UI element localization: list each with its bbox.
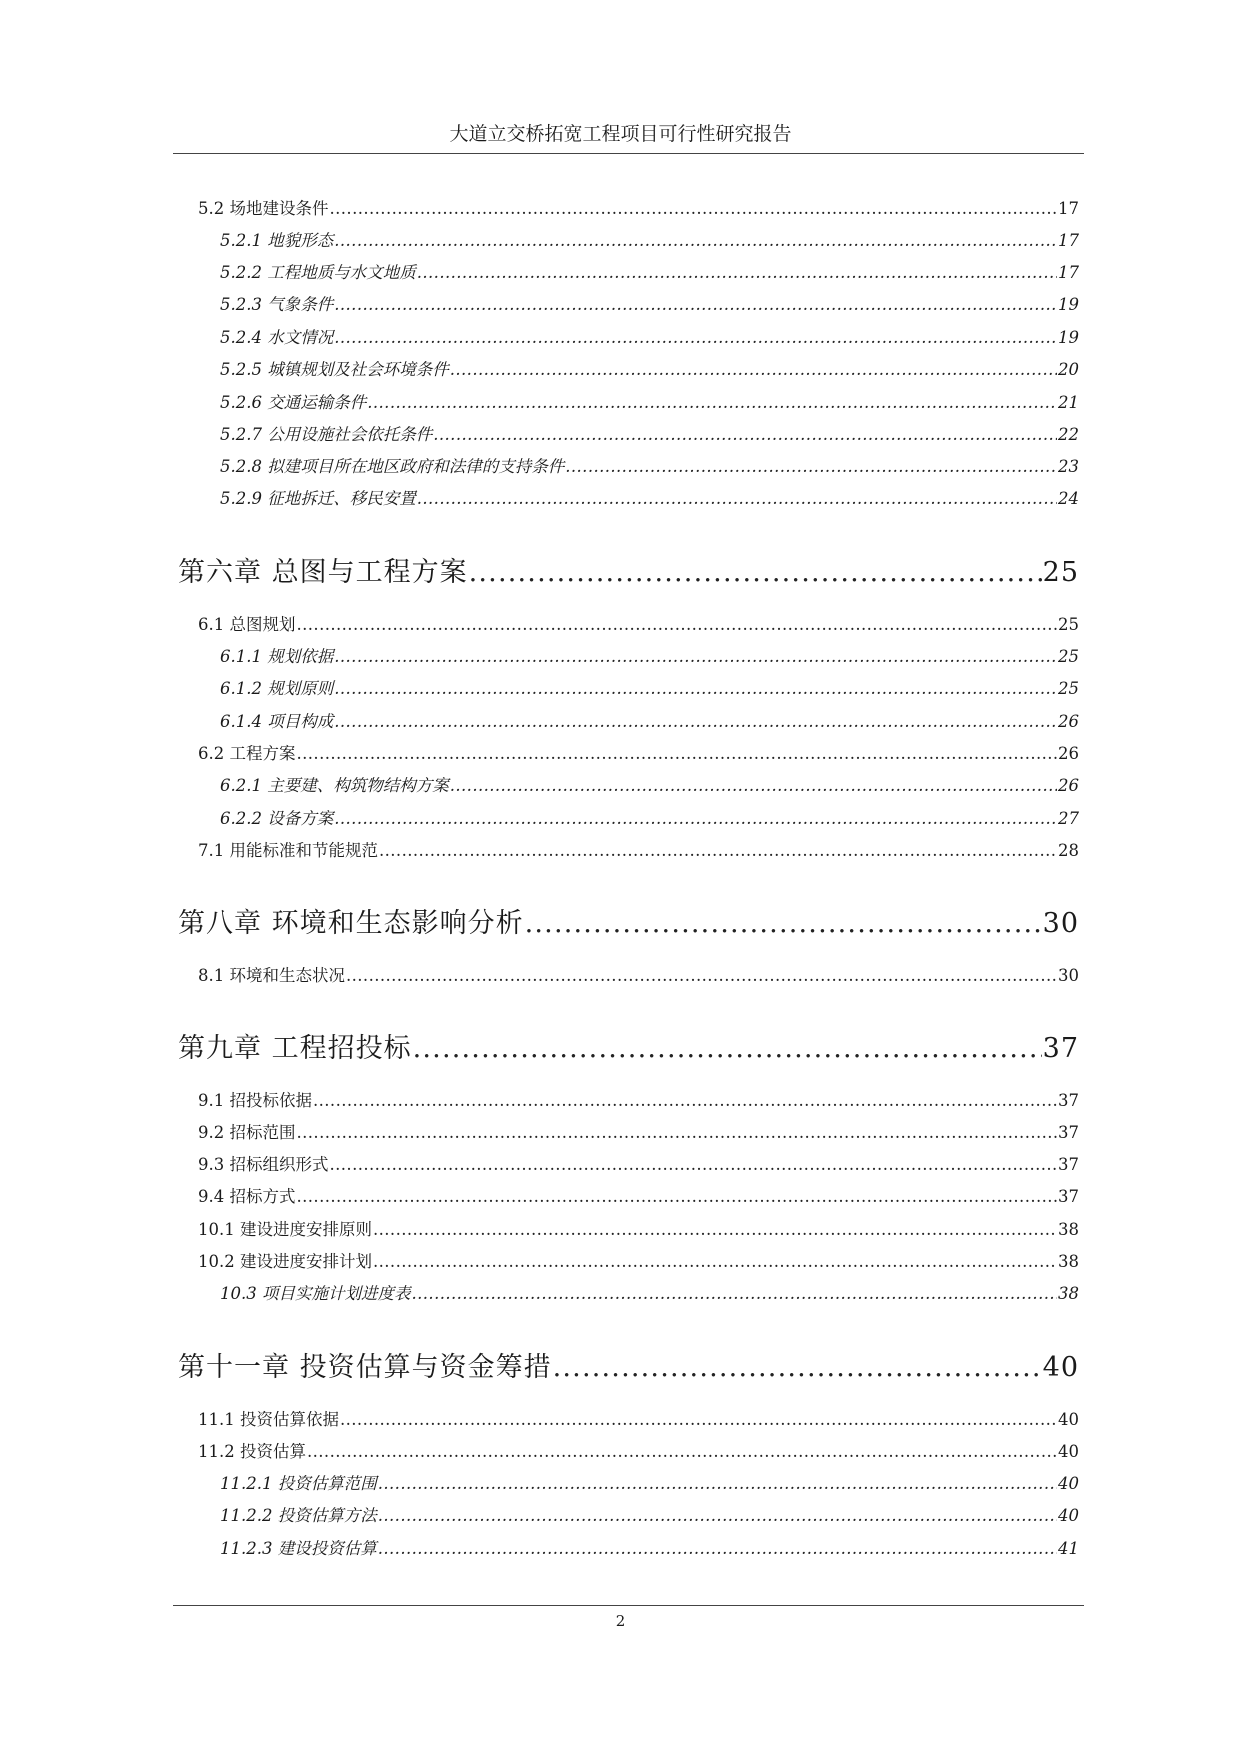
toc-entry-page: 26	[1058, 776, 1079, 795]
toc-entry-label: 9.3 招标组织形式	[198, 1155, 329, 1174]
toc-entry-page: 38	[1058, 1220, 1079, 1239]
toc-entry[interactable]	[220, 453, 1079, 475]
toc-entry-label: 11.2.1 投资估算范围	[220, 1474, 377, 1493]
toc-leader-dots	[297, 615, 1058, 634]
toc-entry[interactable]	[220, 356, 1079, 378]
toc-leader-dots	[378, 1474, 1057, 1493]
toc-leader-dots	[565, 457, 1057, 476]
toc-entry[interactable]	[220, 708, 1079, 730]
toc-leader-dots	[330, 1155, 1058, 1174]
toc-entry[interactable]	[220, 805, 1079, 827]
toc-entry-page: 17	[1058, 263, 1079, 282]
toc-entry[interactable]	[220, 259, 1079, 281]
toc-entry[interactable]	[220, 1535, 1079, 1557]
toc-entry-page: 40	[1058, 1474, 1079, 1493]
toc-entry-page: 37	[1058, 1187, 1079, 1206]
toc-leader-dots	[367, 393, 1057, 412]
toc-entry[interactable]	[198, 1406, 1079, 1428]
toc-entry-label: 10.2 建设进度安排计划	[198, 1252, 372, 1271]
toc-entry[interactable]	[220, 291, 1079, 313]
toc-leader-dots	[373, 1220, 1057, 1239]
toc-entry-page: 23	[1058, 457, 1079, 476]
toc-entry-label: 8.1 环境和生态状况	[198, 966, 345, 985]
toc-chapter-entry[interactable]	[178, 1345, 1079, 1381]
toc-entry-label: 6.1.4 项目构成	[220, 712, 334, 731]
toc-entry-label: 11.2 投资估算	[198, 1442, 306, 1461]
toc-leader-dots	[413, 1033, 1042, 1064]
toc-leader-dots	[330, 199, 1058, 218]
document-header-title: 大道立交桥拓宽工程项目可行性研究报告	[449, 123, 792, 145]
toc-leader-dots	[378, 1506, 1057, 1525]
toc-entry[interactable]	[198, 962, 1079, 984]
toc-leader-dots	[450, 776, 1057, 795]
toc-entry-label: 10.1 建设进度安排原则	[198, 1220, 372, 1239]
toc-entry-label: 7.1 用能标准和节能规范	[198, 841, 378, 860]
toc-entry-label: 5.2.9 征地拆迁、移民安置	[220, 489, 416, 508]
toc-entry-page: 26	[1058, 744, 1079, 763]
toc-entry-page: 19	[1058, 328, 1079, 347]
toc-chapter-page: 25	[1042, 557, 1079, 588]
toc-entry[interactable]	[220, 227, 1079, 249]
toc-entry[interactable]	[198, 195, 1079, 217]
toc-entry[interactable]	[198, 1087, 1079, 1109]
toc-entry-label: 6.1 总图规划	[198, 615, 296, 634]
toc-leader-dots	[373, 1252, 1057, 1271]
toc-entry[interactable]	[220, 389, 1079, 411]
toc-entry[interactable]	[198, 837, 1079, 859]
toc-entry-label: 5.2.7 公用设施社会依托条件	[220, 425, 433, 444]
toc-entry-label: 5.2.8 拟建项目所在地区政府和法律的支持条件	[220, 457, 565, 476]
toc-entry-page: 37	[1058, 1091, 1079, 1110]
toc-entry-page: 38	[1058, 1284, 1079, 1303]
toc-leader-dots	[297, 744, 1058, 763]
toc-chapter-label: 第六章 总图与工程方案	[178, 557, 468, 588]
toc-entry[interactable]	[198, 611, 1079, 633]
toc-entry-label: 5.2.6 交通运输条件	[220, 393, 367, 412]
toc-entry[interactable]	[198, 1183, 1079, 1205]
toc-entry[interactable]	[220, 485, 1079, 507]
toc-entry-label: 5.2.1 地貌形态	[220, 231, 334, 250]
toc-entry-page: 17	[1058, 199, 1079, 218]
page-number: 2	[615, 1612, 626, 1630]
toc-entry-page: 28	[1058, 841, 1079, 860]
toc-entry-label: 5.2.5 城镇规划及社会环境条件	[220, 360, 449, 379]
toc-entry-label: 6.1.2 规划原则	[220, 679, 334, 698]
toc-chapter-label: 第九章 工程招投标	[178, 1033, 412, 1064]
toc-chapter-label: 第八章 环境和生态影响分析	[178, 908, 524, 939]
toc-entry-page: 40	[1058, 1506, 1079, 1525]
toc-entry[interactable]	[220, 324, 1079, 346]
toc-entry[interactable]	[220, 1470, 1079, 1492]
toc-entry-page: 20	[1058, 360, 1079, 379]
toc-entry[interactable]	[220, 1280, 1079, 1302]
toc-entry-page: 37	[1058, 1155, 1079, 1174]
toc-entry[interactable]	[220, 675, 1079, 697]
toc-entry-label: 5.2.4 水文情况	[220, 328, 334, 347]
toc-entry-page: 40	[1058, 1410, 1079, 1429]
toc-leader-dots	[525, 908, 1042, 939]
toc-entry[interactable]	[198, 1119, 1079, 1141]
toc-leader-dots	[411, 1284, 1057, 1303]
toc-entry-label: 9.4 招标方式	[198, 1187, 296, 1206]
toc-chapter-entry[interactable]	[178, 901, 1079, 937]
toc-leader-dots	[340, 1410, 1057, 1429]
toc-leader-dots	[334, 712, 1057, 731]
toc-entry-label: 9.2 招标范围	[198, 1123, 296, 1142]
toc-entry-label: 11.2.3 建设投资估算	[220, 1539, 377, 1558]
toc-entry-label: 9.1 招投标依据	[198, 1091, 312, 1110]
toc-leader-dots	[417, 489, 1057, 508]
toc-entry-label: 6.2.1 主要建、构筑物结构方案	[220, 776, 449, 795]
toc-leader-dots	[297, 1187, 1058, 1206]
header-rule	[173, 153, 1084, 154]
footer-rule	[173, 1605, 1084, 1606]
toc-entry-page: 37	[1058, 1123, 1079, 1142]
toc-entry[interactable]	[220, 1502, 1079, 1524]
toc-entry-label: 11.1 投资估算依据	[198, 1410, 339, 1429]
toc-entry-page: 30	[1058, 966, 1079, 985]
toc-leader-dots	[450, 360, 1057, 379]
toc-entry[interactable]	[220, 643, 1079, 665]
toc-entry[interactable]	[198, 1248, 1079, 1270]
toc-entry-label: 6.2 工程方案	[198, 744, 296, 763]
toc-entry[interactable]	[198, 1438, 1079, 1460]
toc-leader-dots	[334, 679, 1057, 698]
toc-chapter-page: 40	[1042, 1352, 1079, 1383]
toc-entry-page: 26	[1058, 712, 1079, 731]
toc-entry-page: 40	[1058, 1442, 1079, 1461]
toc-entry-label: 6.1.1 规划依据	[220, 647, 334, 666]
toc-leader-dots	[433, 425, 1057, 444]
toc-entry-label: 5.2 场地建设条件	[198, 199, 329, 218]
toc-chapter-entry[interactable]	[178, 550, 1079, 586]
toc-entry-page: 25	[1058, 615, 1079, 634]
toc-leader-dots	[553, 1352, 1042, 1383]
toc-chapter-page: 37	[1042, 1033, 1079, 1064]
toc-chapter-label: 第十一章 投资估算与资金筹措	[178, 1352, 552, 1383]
toc-leader-dots	[378, 1539, 1057, 1558]
toc-leader-dots	[334, 295, 1057, 314]
toc-entry[interactable]	[198, 740, 1079, 762]
toc-leader-dots	[379, 841, 1057, 860]
toc-leader-dots	[334, 231, 1057, 250]
toc-leader-dots	[346, 966, 1057, 985]
toc-entry-page: 38	[1058, 1252, 1079, 1271]
toc-entry-page: 21	[1058, 393, 1079, 412]
toc-chapter-entry[interactable]	[178, 1026, 1079, 1062]
toc-entry-label: 11.2.2 投资估算方法	[220, 1506, 377, 1525]
toc-entry-page: 25	[1058, 679, 1079, 698]
toc-entry[interactable]	[220, 772, 1079, 794]
toc-entry-page: 41	[1058, 1539, 1079, 1558]
toc-entry-page: 25	[1058, 647, 1079, 666]
toc-entry-page: 17	[1058, 231, 1079, 250]
toc-entry-label: 6.2.2 设备方案	[220, 809, 334, 828]
toc-entry-label: 5.2.2 工程地质与水文地质	[220, 263, 416, 282]
toc-entry[interactable]	[198, 1151, 1079, 1173]
toc-leader-dots	[307, 1442, 1057, 1461]
toc-entry-page: 22	[1058, 425, 1079, 444]
toc-leader-dots	[334, 809, 1057, 828]
toc-leader-dots	[417, 263, 1057, 282]
toc-entry-label: 10.3 项目实施计划进度表	[220, 1284, 411, 1303]
toc-leader-dots	[313, 1091, 1057, 1110]
toc-chapter-page: 30	[1042, 908, 1079, 939]
toc-leader-dots	[334, 328, 1057, 347]
toc-entry[interactable]	[220, 421, 1079, 443]
toc-entry-label: 5.2.3 气象条件	[220, 295, 334, 314]
toc-leader-dots	[334, 647, 1057, 666]
toc-entry[interactable]	[198, 1216, 1079, 1238]
toc-leader-dots	[297, 1123, 1058, 1142]
toc-entry-page: 24	[1058, 489, 1079, 508]
toc-leader-dots	[469, 557, 1042, 588]
toc-entry-page: 27	[1058, 809, 1079, 828]
toc-entry-page: 19	[1058, 295, 1079, 314]
